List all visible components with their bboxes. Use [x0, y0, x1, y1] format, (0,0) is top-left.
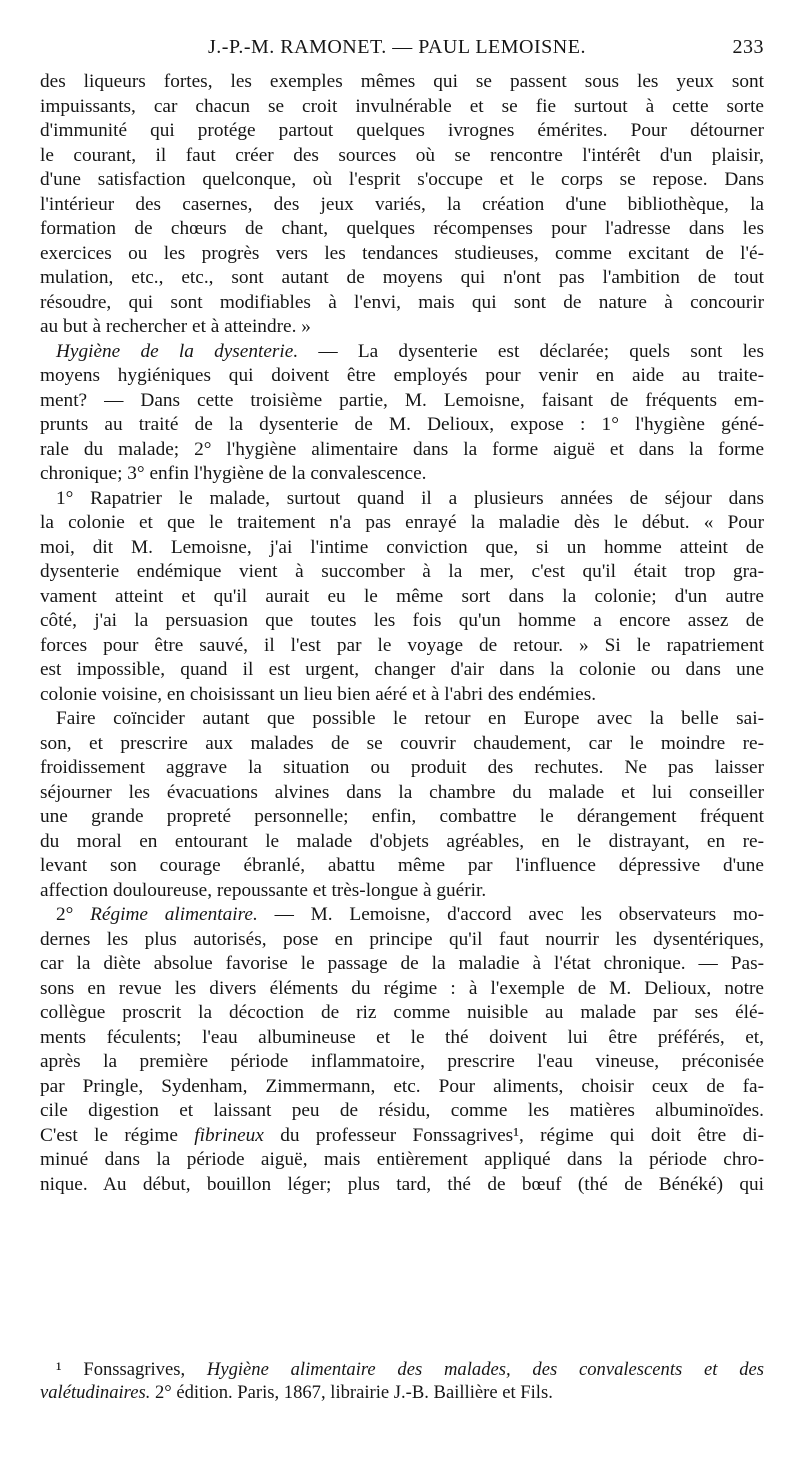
text-line: le courant, il faut créer des sources où se rencontre l'intérêt d'un plaisir, — [40, 144, 764, 166]
text-line: dysenterie endémique vient à succomber à la mer, c'est qu'il était trop gra- — [40, 561, 764, 582]
italic-phrase: fibrineux — [194, 1124, 264, 1146]
text-line: d'immunité qui protége partout quelques ivrognes émérites. Pour détourner — [40, 120, 764, 141]
text-line: son, et prescrire aux malades de se couvrir chaudement, car le moindre re- — [40, 732, 764, 754]
text-line: prunts au traité de la dysenterie de M. Delioux, expose : 1° l'hygiène géné- — [40, 414, 764, 435]
section-heading-line: 2° Régime alimentaire. — M. Lemoisne, d'accord avec les observateurs mo- — [56, 904, 765, 925]
text-line: levant son courage ébranlé, abattu même par l'influence dépressive d'une — [40, 855, 764, 876]
text-line: collègue proscrit la décoction de riz comme nuisible au malade par ses élé- — [40, 1002, 764, 1023]
text-line: cile digestion et laissant peu de résidu, comme les matières albuminoïdes. — [40, 1100, 764, 1121]
footnote-line: valétudinaires. 2° édition. Paris, 1867, librairie J.-B. Baillière et Fils. — [40, 1382, 553, 1403]
text-line: chronique; 3° enfin l'hygiène de la convalescence. — [40, 463, 427, 484]
footnote-line: ¹ Fonssagrives, Hygiène alimentaire des malades, des convalescents et des — [56, 1359, 764, 1380]
text-line: mulation, etc., etc., sont autant de moyens qui n'ont pas l'ambition de tout — [40, 267, 764, 288]
text-line: nique. Au début, bouillon léger; plus tard, thé de bœuf (thé de Bénéké) qui — [40, 1173, 764, 1195]
text-line: moi, dit M. Lemoisne, j'ai l'intime conviction que, si un homme atteint de — [40, 536, 764, 558]
text-line: vament atteint et qu'il aurait eu le même sort dans la colonie; d'un autre — [40, 585, 764, 607]
text-line: côté, j'ai la persuasion que toutes les fois qu'un homme a encore assez de — [40, 610, 764, 631]
header-title: J.-P.-M. RAMONET. — PAUL LEMOISNE. — [208, 36, 586, 58]
text-line: une grande propreté personnelle; enfin, combattre le dérangement fréquent — [40, 806, 764, 827]
text-line: dernes les plus autorisés, pose en principe qu'il faut nourrir les dysentériques, — [40, 928, 764, 950]
text-line: ments féculents; l'eau albumineuse et le thé doivent lui être préférés, et, — [40, 1026, 764, 1048]
italic-phrase: Hygiène alimentaire des malades, des convalescents et des — [206, 1359, 764, 1380]
text-line: ment? — Dans cette troisième partie, M. Lemoisne, faisant de fréquents em- — [40, 389, 764, 411]
section-heading-line: Hygiène de la dysenterie. — La dysenterie est déclarée; quels sont les — [56, 340, 764, 362]
text-line: 1° Rapatrier le malade, surtout quand il a plusieurs années de séjour dans — [56, 487, 764, 509]
italic-phrase: valétudinaires. — [40, 1382, 151, 1403]
text-line: formation de chœurs de chant, quelques récompenses pour l'adresse dans les — [40, 218, 764, 239]
page-number: 233 — [732, 36, 764, 58]
text-line: C'est le régime fibrineux du professeur Fonssagrives¹, régime qui doit être di- — [40, 1124, 764, 1146]
text-line: rale du malade; 2° l'hygiène alimentaire dans la forme aiguë et dans la forme — [40, 438, 764, 460]
text-line: colonie voisine, en choisissant un lieu bien aéré et à l'abri des endémies. — [40, 683, 597, 705]
text-line: impuissants, car chacun se croit invulnérable et se fie surtout à cette sorte — [40, 95, 764, 117]
footnotes — [40, 1358, 764, 1404]
text-line: l'intérieur des casernes, des jeux variés, la création d'une bibliothèque, la — [40, 193, 764, 215]
text-line: froidissement aggrave la situation ou produit des rechutes. Ne pas laisser — [40, 757, 764, 778]
text-line: car la diète absolue favorise le passage de la maladie à l'état chronique. — Pas- — [40, 953, 764, 974]
text-line: au but à rechercher et à atteindre. » — [40, 316, 311, 337]
text-line: du moral en entourant le malade d'objets agréables, en le distrayant, en re- — [40, 830, 764, 852]
text-line: la colonie et que le traitement n'a pas enrayé la maladie dès le début. « Pour — [40, 512, 764, 533]
text-line: résoudre, qui sont modifiables à l'envi, mais qui sont de nature à concourir — [40, 291, 764, 313]
text-line: après la première période inflammatoire, prescrire l'eau vineuse, préconisée — [40, 1051, 764, 1072]
text-line: par Pringle, Sydenham, Zimmermann, etc. Pour aliments, choisir ceux de fa- — [40, 1075, 764, 1097]
italic-phrase: Hygiène de la dysenterie. — [56, 340, 299, 362]
body-text — [40, 70, 764, 1197]
italic-phrase: Régime alimentaire. — [90, 904, 258, 925]
text-line: des liqueurs fortes, les exemples mêmes qui se passent sous les yeux sont — [40, 71, 764, 92]
text-line: Faire coïncider autant que possible le retour en Europe avec la belle sai- — [56, 708, 764, 729]
text-line: minué dans la période aiguë, mais entièrement appliqué dans la période chro- — [40, 1149, 764, 1170]
text-line: affection douloureuse, repoussante et très-longue à guérir. — [40, 879, 487, 901]
running-header — [40, 36, 764, 66]
text-line: moyens hygiéniques qui doivent être employés pour venir en aide au traite- — [40, 365, 764, 386]
text-line: est impossible, quand il est urgent, changer d'air dans la colonie ou dans une — [40, 659, 764, 680]
text-line: séjourner les évacuations alvines dans la chambre du malade et lui conseiller — [40, 781, 764, 803]
text-line: sons en revue les divers éléments du régime : à l'exemple de M. Delioux, notre — [40, 977, 764, 999]
text-line: exercices ou les progrès vers les tendances studieuses, comme excitant de l'é- — [40, 242, 764, 264]
text-line: forces pour être sauvé, il l'est par le voyage de retour. » Si le rapatriement — [40, 634, 764, 656]
text-line: d'une satisfaction quelconque, où l'esprit s'occupe et le corps se repose. Dans — [40, 169, 764, 190]
